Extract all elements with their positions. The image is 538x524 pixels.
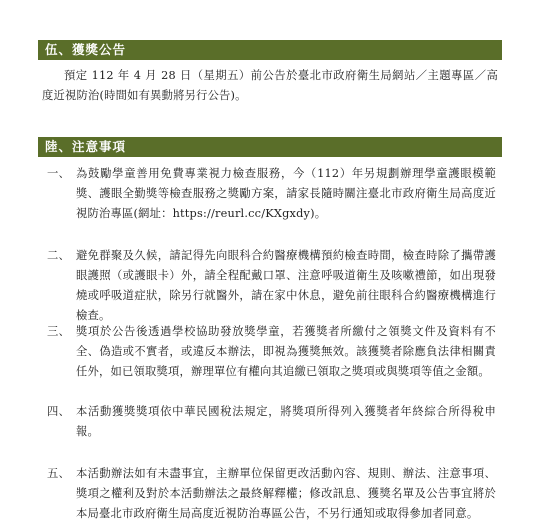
- note-item-text: 本活動獲獎獎項依中華民國稅法規定，將獎項所得列入獲獎者年終綜合所得稅申報。: [76, 405, 496, 438]
- note-item-number: 二、: [47, 249, 70, 262]
- note-item-number: 四、: [47, 405, 70, 418]
- section-heading-award-announcement: 伍、獲獎公告: [38, 40, 502, 60]
- note-item-text: 為鼓勵學童善用免費專業視力檢查服務，今（112）年另規劃辦理學童護眼模範獎、護眼全勤獎等檢查服務之獎勵方案，請家長隨時關注臺北市政府衛生局高度近視防治專區(網址：https://reurl.cc/KXgxdy)。: [76, 167, 496, 220]
- note-item-text: 本活動辦法如有未盡事宜，主辦單位保留更改活動內容、規則、辦法、注意事項、獎項之權利及對於本活動辦法之最終解釋權；修改訊息、獲獎名單及公告事宜將於本局臺北市政府衛生局高度近視防治專區公告，不另行通知或取得參加者同意。: [76, 467, 496, 520]
- note-item-number: 一、: [47, 167, 70, 180]
- award-announcement-paragraph: 預定 112 年 4 月 28 日（星期五）前公告於臺北市政府衛生局網站／主題專區／高度近視防治(時間如有異動將另行公告)。: [42, 69, 498, 102]
- section-heading-notes: 陸、注意事項: [38, 137, 502, 157]
- note-item-text: 避免群聚及久候，請記得先向眼科合約醫療機構預約檢查時間，檢查時除了攜帶護眼護照（或護眼卡）外，請全程配戴口罩、注意呼吸道衛生及咳嗽禮節，如出現發燒或呼吸道症狀，除另行就醫外，請在家中休息，避免前往眼科合約醫療機構進行檢查。: [76, 249, 496, 322]
- note-item-text: 獎項於公告後透過學校協助發放獎學童，若獲獎者所繳付之領獎文件及資料有不全、偽造或不實者，或違反本辦法，即視為獲獎無效。該獲獎者除應負法律相關責任外，如已領取獎項，辦理單位有權向其追繳已領取之獎項或與獎項等值之金額。: [76, 325, 496, 378]
- note-item-number: 三、: [47, 325, 70, 338]
- note-item-number: 五、: [47, 467, 70, 480]
